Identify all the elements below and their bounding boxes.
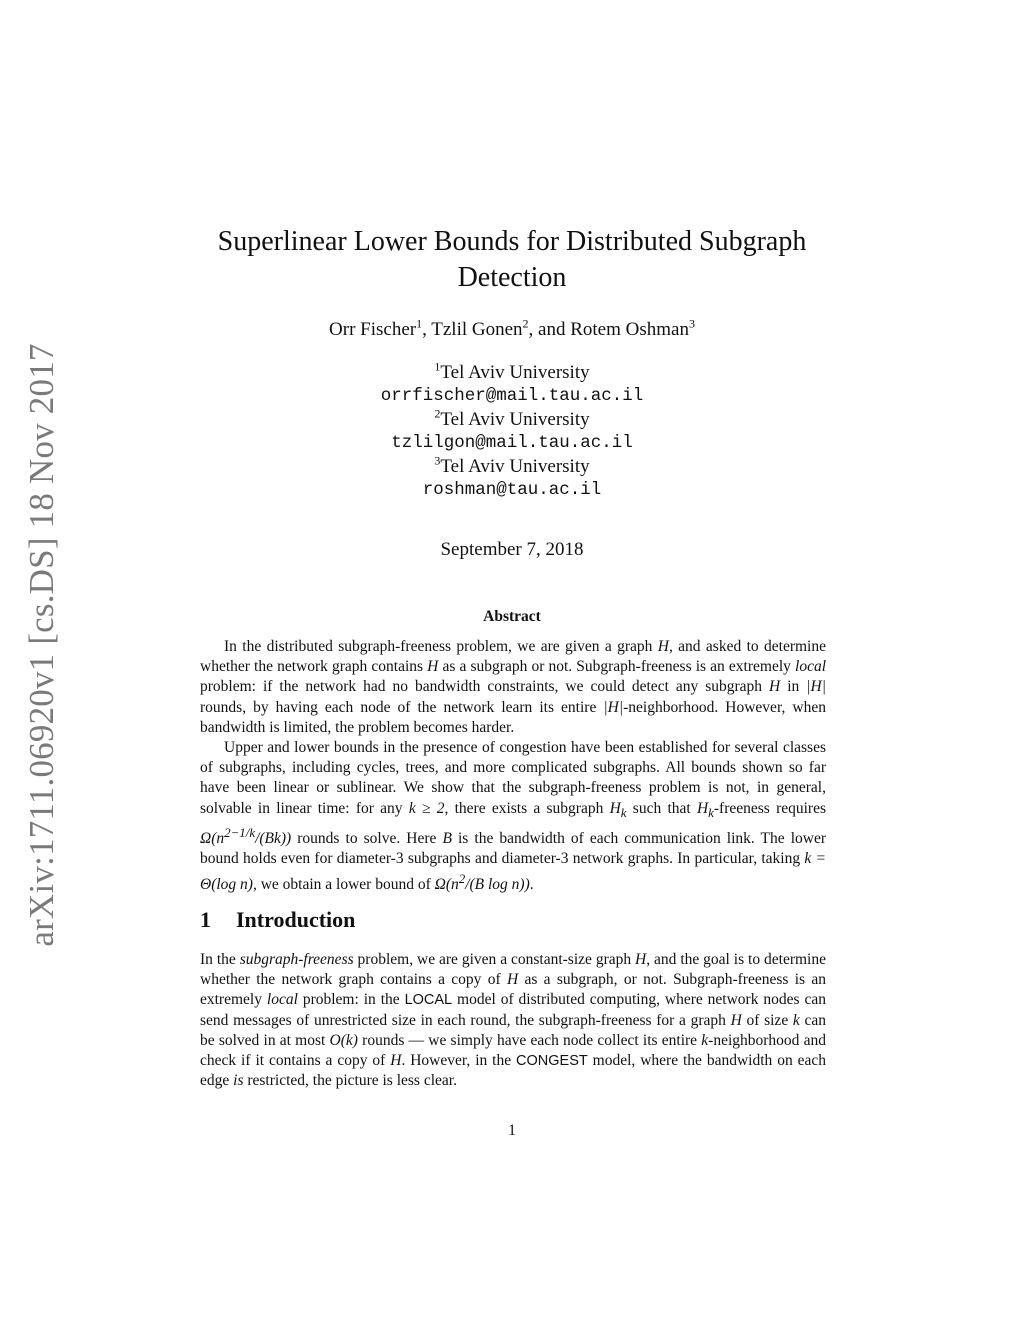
section-number: 1 [200, 907, 211, 932]
section-heading [200, 906, 355, 934]
affiliation-institution: Tel Aviv University [440, 362, 590, 383]
abstract-paragraph: Upper and lower bounds in the presence of congestion have been established for several classes of subgraphs, including cycles, trees, and more complicated subgraphs. All bounds shown so far have been linear or sublinear. We show that the subgraph-freeness problem is not, in general, solvable in linear time: for any k ≥ 2, there exists a subgraph $H_k$ such that $H_k$-freeness requires $\Omega(n^{2-1/k}/(Bk))$ rounds to solve. Here B is the bandwidth of each communication link. The lower bound holds even for diameter-3 subgraphs and diameter-3 network graphs. In particular, taking k = Θ(log n), we obtain a lower bound of $\Omega(n^2/(B$ log n)). [200, 739, 827, 894]
author-email[interactable]: tzlilgon@mail.tau.ac.il [391, 432, 633, 453]
author-separator: , [422, 319, 432, 340]
author-name: Rotem Oshman [570, 319, 689, 340]
abstract-body [200, 637, 826, 896]
publication-date: September 7, 2018 [440, 539, 584, 560]
affiliations [200, 361, 824, 502]
author-list [200, 318, 824, 342]
section-title: Introduction [236, 907, 356, 932]
affiliation [200, 361, 824, 385]
affiliation-mark: 3 [434, 453, 441, 468]
affiliation-institution: Tel Aviv University [440, 409, 590, 430]
page-number: 1 [508, 1122, 516, 1139]
author-mark: 1 [416, 316, 423, 331]
author-email[interactable]: orrfischer@mail.tau.ac.il [380, 385, 644, 406]
paper-title: Superlinear Lower Bounds for Distributed Subgraph Detection [217, 226, 807, 293]
abstract-paragraph: In the distributed subgraph-freeness problem, we are given a graph H, and asked to determine whether the network graph contains H as a subgraph or not. Subgraph-freeness is an extremely local problem: if the network had no bandwidth constraints, we could detect any subgraph H in |H| rounds, by having each node of the network learn its entire |H|-neighborhood. However, when bandwidth is limited, the problem becomes harder. [200, 638, 827, 736]
affiliation-mark: 2 [434, 406, 441, 421]
affiliation [200, 408, 824, 432]
author-mark: 2 [522, 316, 529, 331]
author-name: Orr Fischer [329, 319, 417, 340]
arxiv-identifier: arXiv:1711.06920v1 [cs.DS] 18 Nov 2017 [22, 343, 61, 947]
author-separator: , and [528, 319, 571, 340]
arxiv-sidebar-stamp [18, 343, 66, 947]
abstract-heading: Abstract [483, 608, 541, 625]
affiliation [200, 455, 824, 479]
introduction-paragraph: In the subgraph-freeness problem, we are given a constant-size graph H, and the goal is to determine whether the network graph contains a copy of H as a subgraph, or not. Subgraph-freeness is an extremely local problem: in the LOCAL model of distributed computing, where network nodes can send messages of unrestricted size in each round, the subgraph-freeness for a graph H of size k can be solved in at most O(k) rounds — we simply have each node collect its entire k-neighborhood and check if it contains a copy of H. However, in the CONGEST model, where the bandwidth on each edge is restricted, the picture is less clear. [200, 951, 827, 1090]
author-email[interactable]: roshman@tau.ac.il [422, 479, 602, 500]
affiliation-institution: Tel Aviv University [440, 456, 590, 477]
introduction-body [200, 950, 826, 1091]
author-mark: 3 [688, 316, 695, 331]
affiliation-mark: 1 [434, 359, 441, 374]
author-name: Tzlil Gonen [431, 319, 523, 340]
